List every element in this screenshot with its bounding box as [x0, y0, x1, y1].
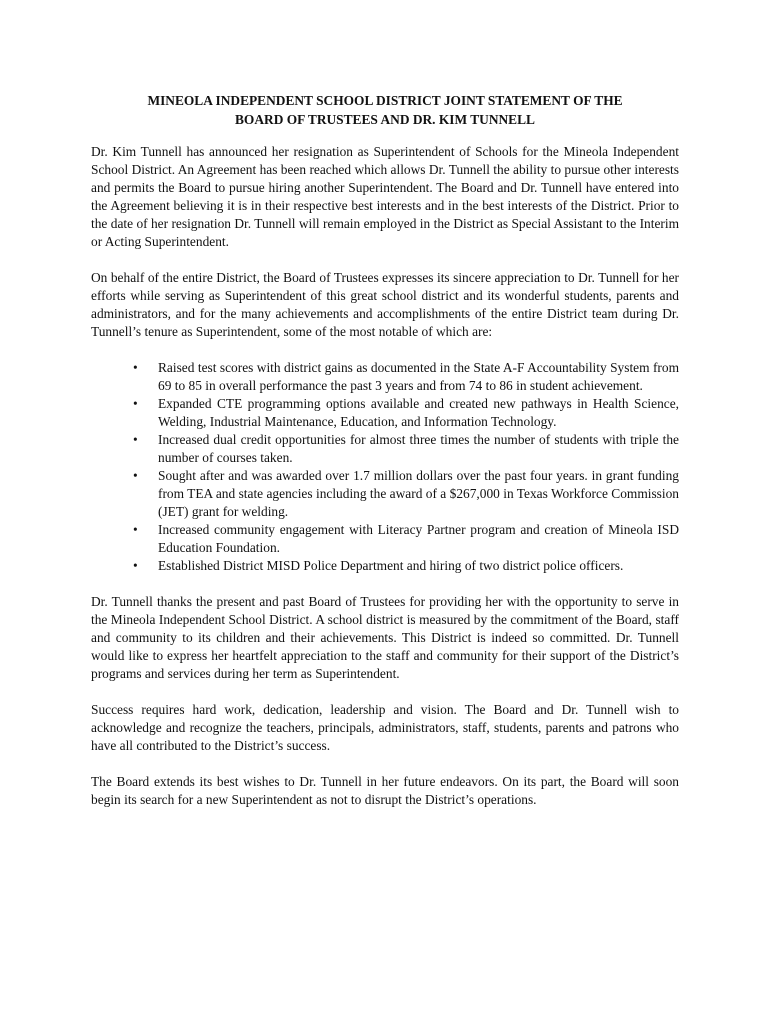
list-item-text: Established District MISD Police Department and hiring of two district police officers. — [158, 558, 624, 573]
paragraph-best-wishes: The Board extends its best wishes to Dr. Tunnell in her future endeavors. On its part, the Board will soon begin its search for a new Superintendent as not to disrupt the District’s operations. — [91, 774, 679, 807]
list-item-text: Increased dual credit opportunities for almost three times the number of students with triple the number of courses taken. — [158, 432, 679, 465]
list-item-text: Increased community engagement with Literacy Partner program and creation of Mineola ISD Education Foundation. — [158, 522, 679, 555]
bullet-icon: • — [133, 396, 138, 411]
paragraph-appreciation: On behalf of the entire District, the Board of Trustees expresses its sincere appreciation to Dr. Tunnell for her efforts while serving as Superintendent of this great school district and its wonderful students, parents and administrators, and for the many achievements and accomplishments of the entire District team during Dr. Tunnell’s tenure as Superintendent, some of the most notable of which are: — [91, 270, 679, 339]
bullet-icon: • — [133, 558, 138, 573]
achievements-list — [91, 359, 679, 575]
list-item-text: Expanded CTE programming options available and created new pathways in Health Science, Welding, Industrial Maintenance, Education, and Information Technology. — [158, 396, 679, 429]
title-line-1: MINEOLA INDEPENDENT SCHOOL DISTRICT JOINT STATEMENT OF THE — [147, 93, 623, 108]
bullet-icon: • — [133, 522, 138, 537]
bullet-icon: • — [133, 360, 138, 375]
document-title — [91, 92, 679, 129]
list-item — [133, 359, 679, 395]
bullet-icon: • — [133, 468, 138, 483]
list-item-text: Raised test scores with district gains as documented in the State A-F Accountability System from 69 to 85 in overall performance the past 3 years and from 74 to 86 in student achievement. — [158, 360, 679, 393]
list-item — [133, 395, 679, 431]
paragraph-thanks: Dr. Tunnell thanks the present and past Board of Trustees for providing her with the opportunity to serve in the Mineola Independent School District. A school district is measured by the commitment of the Board, staff and community to its children and their achievements. This District is indeed so committed. Dr. Tunnell would like to express her heartfelt appreciation to the staff and community for their support of the District’s programs and services during her term as Superintendent. — [91, 594, 679, 681]
list-item — [133, 431, 679, 467]
paragraph-resignation: Dr. Kim Tunnell has announced her resignation as Superintendent of Schools for the Mineola Independent School District. An Agreement has been reached which allows Dr. Tunnell the ability to pursue other interests and permits the Board to pursue hiring another Superintendent. The Board and Dr. Tunnell have entered into the Agreement believing it is in their respective best interests and in the best interests of the District. Prior to the date of her resignation Dr. Tunnell will remain employed in the District as Special Assistant to the Interim or Acting Superintendent. — [91, 144, 679, 249]
title-line-2: BOARD OF TRUSTEES AND DR. KIM TUNNELL — [235, 111, 535, 127]
paragraph-success: Success requires hard work, dedication, leadership and vision. The Board and Dr. Tunnell wish to acknowledge and recognize the teachers, principals, administrators, staff, students, parents and patrons who have all contributed to the District’s success. — [91, 702, 679, 753]
list-item — [133, 557, 679, 575]
document-body — [91, 92, 679, 827]
bullet-icon: • — [133, 432, 138, 447]
list-item-text: Sought after and was awarded over 1.7 million dollars over the past four years. in grant funding from TEA and state agencies including the award of a $267,000 in Texas Workforce Commission (JET) grant for welding. — [158, 468, 679, 519]
list-item — [133, 467, 679, 521]
list-item — [133, 521, 679, 557]
